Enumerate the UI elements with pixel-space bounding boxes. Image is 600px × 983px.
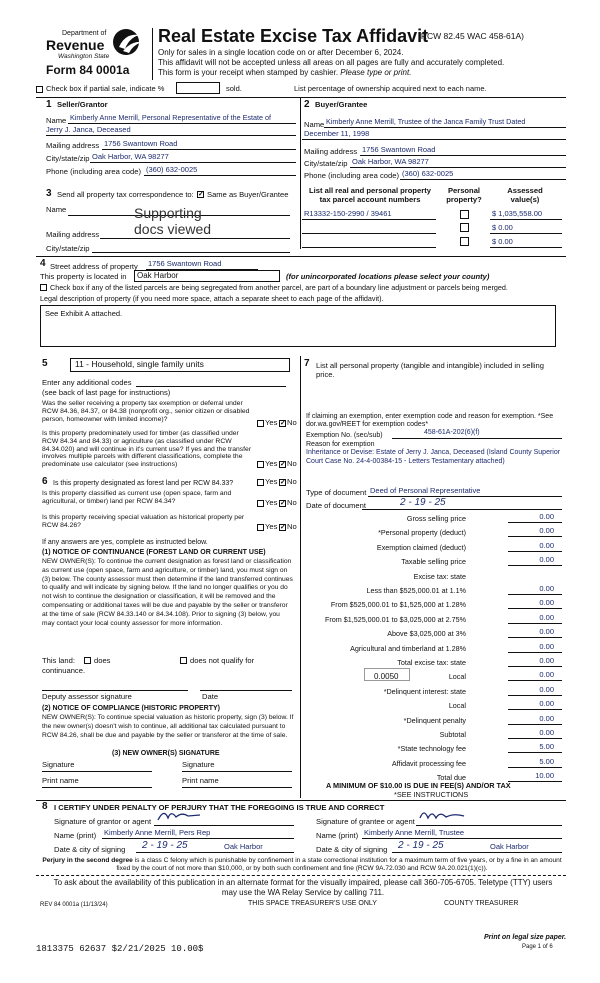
tax-row-value[interactable]: 0.00 — [539, 728, 554, 737]
header-line3: This form is your receipt when stamped by cashier. Please type or print. — [158, 68, 412, 77]
page-number: Page 1 of 6 — [522, 944, 553, 950]
any-yes-instruction: If any answers are yes, complete as instructed below. — [42, 539, 208, 546]
tax-row-label: *Personal property (deduct) — [378, 528, 466, 537]
alternate-format-notice: To ask about the availability of this publication in an alternate format for the visually impaired, please call 360-705-6705. Teletype (TTY) users may use the WA Relay Service by calling 711. — [53, 878, 553, 897]
header-line1: Only for sales in a single location code on or after December 6, 2024. — [158, 48, 404, 57]
timber-yes-label: Yes — [265, 459, 278, 468]
tax-row-value[interactable]: 0.00 — [539, 598, 554, 607]
local-rate: 0.0050 — [374, 672, 399, 681]
exemption-reason-value[interactable]: Inheritance or Devise: Estate of Jerry J. Janca, Deceased (Island County Superior Court Case No. 24-4-00384-15 - Letters Testamentary attached) — [306, 449, 561, 465]
tax-row-label: Taxable selling price — [401, 557, 466, 566]
exemption-question: Was the seller receiving a property tax exemption or deferral under RCW 84.36, 84.37, or 84.38 (nonprofit org., senior citizen or disabled person, homeowner with limited income)? — [42, 400, 250, 423]
land-does-checkbox[interactable] — [84, 657, 91, 664]
tax-row-label: Local — [448, 701, 466, 710]
same-as-buyer-label: Same as Buyer/Grantee — [207, 190, 289, 199]
tax-row-value[interactable]: 0.00 — [539, 584, 554, 593]
document-date-value[interactable]: 2 - 19 - 25 — [400, 497, 446, 508]
document-type-value[interactable]: Deed of Personal Representative — [370, 486, 481, 495]
section-6-number: 6 — [42, 476, 48, 487]
tax-row-label: Exemption claimed (deduct) — [376, 543, 466, 552]
minimum-due-notice: A MINIMUM OF $10.00 IS DUE IN FEE(S) AND/OR TAX — [326, 781, 511, 790]
section-2-number: 2 — [304, 99, 310, 110]
tax-row-value[interactable]: 0.00 — [539, 656, 554, 665]
historic-yes-label: Yes — [265, 522, 278, 531]
exemption-no-checkbox[interactable]: ✓ — [280, 420, 286, 427]
tax-row-value[interactable]: 5.00 — [539, 742, 554, 751]
buyer-name-value[interactable]: Kimberly Anne Merrill, Trustee of the Janca Family Trust Dated — [326, 117, 526, 126]
seller-name-label: Name — [46, 116, 67, 125]
sec3-city-label: City/state/zip — [46, 244, 90, 253]
rcw-citation: (RCW 82.45 WAC 458-61A) — [418, 31, 524, 41]
tax-row-label: Less than $525,000.01 at 1.1% — [366, 586, 466, 595]
assessed-value-3[interactable]: $ 0.00 — [492, 237, 513, 246]
grantor-date-city-label: Date & city of signing — [54, 845, 126, 854]
notice-compliance-body: NEW OWNER(S): To continue special valuation as historic property, sign (3) below. If the new owner(s) doesn't wish to continue, all additional tax calculated pursuant to RCW 84.26, shall be due and payable by the seller or transferor at the time of sale. — [42, 714, 294, 739]
notice-continuance-body: NEW OWNER(S): To continue the current designation as forest land or classification as current use (open space, farm and agriculture, or timber) land, you must sign on (3) below. The county assessor must then determine if the land transferred continues to qualify and will indicate by signing below. If the land no longer qualifies or you do not wish to continue the designation or classification, it will be removed and the compensating or additional taxes will be due and payable by the seller or transferor at the time of sale (RCW 84.33.140 or 84.34.108). Prior to signing (3) below, you may contact your local county assessor for more information. — [42, 558, 293, 627]
grantor-signing-city[interactable]: Oak Harbor — [224, 842, 263, 851]
tax-row-value[interactable]: 0.00 — [539, 714, 554, 723]
seller-mailing-label: Mailing address — [46, 141, 100, 150]
revenue-label: Revenue — [46, 37, 105, 53]
seller-phone-label: Phone (including area code) — [46, 167, 141, 176]
tax-row-label: *State technology fee — [397, 744, 466, 753]
supporting-docs-stamp-line2: docs viewed — [134, 221, 212, 237]
seller-name-value-2[interactable]: Jerry J. Janca, Deceased — [46, 125, 131, 134]
buyer-city-label: City/state/zip — [304, 159, 348, 168]
located-in-label: This property is located in — [40, 272, 127, 281]
additional-codes-note: (see back of last page for instructions) — [42, 388, 171, 397]
historic-question: Is this property receiving special valuation as historical property per RCW 84.26? — [42, 514, 245, 529]
new-owner-signature-title: (3) NEW OWNER(S) SIGNATURE — [112, 750, 220, 757]
sold-label: sold. — [226, 84, 242, 93]
tax-row-label: Local — [448, 672, 466, 681]
buyer-mailing-value[interactable]: 1756 Swantown Road — [362, 145, 436, 154]
grantor-signature[interactable] — [156, 806, 212, 824]
notice-continuance-title: (1) NOTICE OF CONTINUANCE (FOREST LAND OR CURRENT USE) — [42, 549, 266, 556]
section-4-number: 4 — [40, 258, 46, 269]
exemption-claim-label: If claiming an exemption, enter exemption code and reason for exemption. *See dor.wa.gov/REET for exemption codes* — [306, 413, 554, 429]
forest-land-question: Is this property designated as forest land per RCW 84.33? — [53, 480, 234, 487]
sec3-mailing-label: Mailing address — [46, 230, 100, 239]
timber-yes-checkbox[interactable] — [257, 461, 264, 468]
tax-row-label: *Delinquent interest: state — [383, 687, 466, 696]
continuance-label: continuance. — [42, 666, 86, 675]
land-use-code-value: 11 - Household, single family units — [75, 359, 204, 369]
notice-compliance-title: (2) NOTICE OF COMPLIANCE (HISTORIC PROPERTY) — [42, 705, 220, 712]
tax-row-value[interactable]: 0.00 — [539, 541, 554, 550]
treasurer-use-label: THIS SPACE TREASURER'S USE ONLY — [248, 900, 377, 907]
current-use-no-checkbox[interactable]: ✓ — [280, 500, 286, 507]
current-use-no-label: No — [287, 498, 297, 507]
section-7-number: 7 — [304, 358, 310, 369]
historic-yes-checkbox[interactable] — [257, 524, 264, 531]
seller-mailing-value[interactable]: 1756 Swantown Road — [104, 139, 178, 148]
seller-city-value[interactable]: Oak Harbor, WA 98277 — [92, 152, 169, 161]
buyer-mailing-label: Mailing address — [304, 147, 358, 156]
tax-row-value[interactable]: 10.00 — [535, 771, 554, 780]
forest-yes-checkbox[interactable] — [257, 479, 264, 486]
tax-row-value[interactable]: 0.00 — [539, 699, 554, 708]
seller-city-label: City/state/zip — [46, 154, 90, 163]
grantor-name-label: Name (print) — [54, 831, 97, 840]
forest-yes-label: Yes — [265, 477, 278, 486]
street-address-label: Street address of property — [50, 262, 138, 271]
assessed-value-2[interactable]: $ 0.00 — [492, 223, 513, 232]
current-use-yes-checkbox[interactable] — [257, 500, 264, 507]
current-use-question: Is this property classified as current use (open space, farm and agricultural, or timber) land per RCW 84.34? — [42, 490, 232, 505]
legal-description-value: See Exhibit A attached. — [45, 309, 123, 318]
dept-of-label: Department of — [62, 30, 107, 37]
grantee-signing-city[interactable]: Oak Harbor — [490, 842, 529, 851]
page-title: Real Estate Excise Tax Affidavit — [158, 26, 429, 46]
timber-no-label: No — [287, 459, 297, 468]
recording-stamp: 1813375 62637 $2/21/2025 10.00$ — [36, 944, 204, 954]
tax-row-value[interactable]: 0.00 — [539, 670, 554, 679]
exemption-no-label: No — [287, 418, 297, 427]
location-value: Oak Harbor — [137, 271, 179, 280]
tax-row-value[interactable]: 0.00 — [539, 613, 554, 622]
dor-logo-icon — [111, 27, 145, 57]
tax-correspondence-label: Send all property tax correspondence to: — [57, 190, 194, 199]
wa-state-label: Washington State — [58, 53, 110, 60]
grantor-name-value[interactable]: Kimberly Anne Merrill, Pers Rep — [104, 828, 211, 837]
personal-property-checkbox-2[interactable] — [460, 223, 469, 232]
partial-sale-label: Check box if partial sale, indicate % — [46, 84, 165, 93]
buyer-phone-value[interactable]: (360) 632-0025 — [402, 169, 454, 178]
revision-code: REV 84 0001a (11/13/24) — [40, 902, 108, 908]
unincorporated-note: (for unincorporated locations please select your county) — [286, 272, 490, 281]
personal-property-label: List all personal property (tangible and intangible) included in selling price. — [316, 361, 544, 379]
grantee-signing-date[interactable]: 2 - 19 - 25 — [398, 840, 444, 851]
personal-property-checkbox-3[interactable] — [460, 237, 469, 246]
tax-row-label: Total due — [436, 773, 466, 782]
tax-row-value[interactable]: 0.00 — [539, 642, 554, 651]
section-1-number: 1 — [46, 99, 52, 110]
tax-row-label: From $525,000.01 to $1,525,000 at 1.28% — [330, 600, 466, 609]
exemption-yes-checkbox[interactable] — [257, 420, 264, 427]
parcel-number-1[interactable]: R13332-150-2990 / 39461 — [304, 209, 392, 218]
this-land-label: This land: — [42, 656, 75, 665]
tax-row-value[interactable]: 0.00 — [539, 526, 554, 535]
timber-question: Is this property predominately used for timber (as classified under RCW 84.34 and 84.33) or agriculture (as classified under RCW 84.34.020) and will continue in it's current use? If yes and the transfer involves multiple parcels with different classifications, complete the predominate use calculator (see instructions) — [42, 430, 252, 469]
tax-row-label: Excise tax: state — [413, 572, 466, 581]
buyer-heading: Buyer/Grantee — [315, 100, 368, 109]
buyer-phone-label: Phone (including area code) — [304, 171, 399, 180]
grantor-signature-label: Signature of grantor or agent — [54, 817, 152, 826]
street-address-value[interactable]: 1756 Swantown Road — [148, 259, 222, 268]
section-3-number: 3 — [46, 188, 52, 199]
section-5-number: 5 — [42, 358, 48, 369]
grantee-name-value[interactable]: Kimberly Anne Merrill, Trustee — [364, 828, 465, 837]
land-does-not-checkbox[interactable] — [180, 657, 187, 664]
print-legal-note: Print on legal size paper. — [484, 934, 567, 941]
deputy-assessor-signature-label: Deputy assessor signature — [42, 692, 132, 701]
seller-heading: Seller/Grantor — [57, 100, 108, 109]
document-date-label: Date of document — [306, 501, 366, 510]
tax-row-label: Subtotal — [439, 730, 466, 739]
grantee-date-city-label: Date & city of signing — [316, 845, 388, 854]
tax-row-label: Agricultural and timberland at 1.28% — [350, 644, 466, 653]
certify-statement: I CERTIFY UNDER PENALTY OF PERJURY THAT THE FOREGOING IS TRUE AND CORRECT — [54, 803, 385, 812]
deputy-date-label: Date — [202, 692, 219, 701]
segregation-checkbox[interactable] — [40, 284, 47, 291]
list-percentage-note: List percentage of ownership acquired next to each name. — [294, 84, 487, 93]
tax-row-label: From $1,525,000.01 to $3,025,000 at 2.75% — [324, 615, 466, 624]
personal-property-checkbox-1[interactable] — [460, 210, 469, 219]
county-treasurer-label: COUNTY TREASURER — [444, 900, 519, 907]
tax-row-label: Total excise tax: state — [397, 658, 466, 667]
form-number: Form 84 0001a — [46, 63, 130, 77]
document-type-label: Type of document — [306, 488, 367, 497]
partial-sale-checkbox[interactable] — [36, 86, 43, 93]
tax-row-value[interactable]: 0.00 — [539, 555, 554, 564]
tax-row-value[interactable]: 0.00 — [539, 512, 554, 521]
segregation-label: Check box if any of the listed parcels are being segregated from another parcel, are part of a boundary line adjustment or parcels being merged. — [50, 283, 508, 292]
additional-codes-label: Enter any additional codes — [42, 378, 132, 387]
owner-print-name-label-1: Print name — [42, 776, 79, 785]
exemption-reason-label: Reason for exemption — [306, 441, 375, 448]
buyer-city-value[interactable]: Oak Harbor, WA 98277 — [352, 157, 429, 166]
land-does-not-label: does not qualify for — [190, 656, 255, 665]
owner-print-name-label-2: Print name — [182, 776, 219, 785]
tax-row-label: *Delinquent penalty — [403, 716, 466, 725]
buyer-name-value-2[interactable]: December 11, 1998 — [304, 129, 370, 138]
land-does-label: does — [94, 656, 111, 665]
parcel-col-header: List all real and personal property tax parcel account numbers — [309, 186, 431, 204]
same-as-buyer-checkbox[interactable]: ✓ — [198, 191, 204, 198]
assessed-value-col-header: Assessed value(s) — [507, 186, 543, 204]
header-line2: This affidavit will not be accepted unless all areas on all pages are fully and accurately completed. — [158, 58, 505, 67]
historic-no-checkbox[interactable]: ✓ — [280, 524, 286, 531]
exemption-number-label: Exemption No. (sec/sub) — [306, 432, 383, 439]
tax-row-value[interactable]: 0.00 — [539, 627, 554, 636]
tax-row-label: Gross selling price — [406, 514, 466, 523]
grantor-signing-date[interactable]: 2 - 19 - 25 — [142, 840, 188, 851]
assessed-value-1[interactable]: $ 1,035,558.00 — [492, 209, 543, 218]
tax-row-value[interactable]: 0.00 — [539, 685, 554, 694]
sec3-name-label: Name — [46, 205, 67, 214]
forest-no-checkbox[interactable]: ✓ — [280, 479, 286, 486]
tax-row-value[interactable]: 5.00 — [539, 757, 554, 766]
personal-property-col-header: Personal property? — [446, 186, 482, 204]
seller-name-value[interactable]: Kimberly Anne Merrill, Personal Representative of the Estate of — [70, 113, 271, 122]
historic-no-label: No — [287, 522, 297, 531]
tax-row-label: Affidavit processing fee — [391, 759, 466, 768]
exemption-yes-label: Yes — [265, 418, 278, 427]
seller-phone-value[interactable]: (360) 632-0025 — [146, 165, 198, 174]
owner-signature-label-2: Signature — [182, 760, 215, 769]
grantee-signature-label: Signature of grantee or agent — [316, 817, 415, 826]
exemption-number-value[interactable]: 458-61A-202(6)(f) — [424, 429, 480, 436]
partial-sale-percent-field[interactable] — [176, 82, 220, 94]
current-use-yes-label: Yes — [265, 498, 278, 507]
grantee-signature[interactable] — [418, 806, 478, 824]
forest-no-label: No — [287, 477, 297, 486]
legal-description-label: Legal description of property (if you need more space, attach a separate sheet to each page of the affidavit). — [40, 294, 384, 303]
perjury-notice: Perjury in the second degree is a class C felony which is punishable by confinement in a state correctional institution for a maximum term of five years, or by a fine in an amount fixed by the court of not more than $10,000, or by both such confinement and fine (RCW 9A.72.030 and RCW 9A.20.021(1)(c)). — [42, 857, 562, 872]
grantee-name-label: Name (print) — [316, 831, 359, 840]
tax-row-label: Above $3,025,000 at 3% — [387, 629, 466, 638]
owner-signature-label-1: Signature — [42, 760, 75, 769]
timber-no-checkbox[interactable]: ✓ — [280, 461, 286, 468]
section-8-number: 8 — [42, 801, 48, 812]
buyer-name-label: Name — [304, 120, 325, 129]
supporting-docs-stamp-line1: Supporting — [134, 205, 202, 221]
see-instructions: *SEE INSTRUCTIONS — [394, 790, 469, 799]
